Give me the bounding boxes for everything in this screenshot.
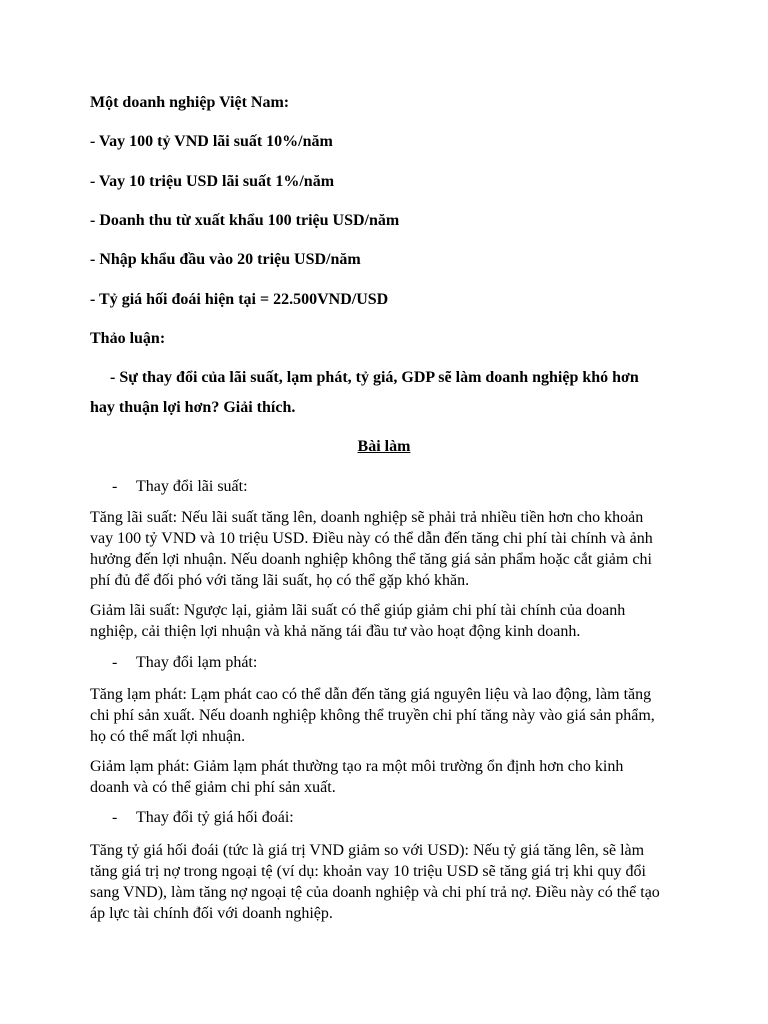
paragraph — [90, 600, 680, 642]
bullet-label: Thay đổi lạm phát: — [136, 654, 258, 671]
paragraph-line: phí đủ để đối phó với tăng lãi suất, họ có thể gặp khó khăn. — [90, 572, 470, 589]
discussion-label: Thảo luận: — [90, 330, 166, 347]
paragraph-line: vay 100 tỷ VND và 10 triệu USD. Điều này có thể dẫn đến tăng chi phí tài chính và ảnh — [90, 530, 653, 547]
paragraph-line: sang VND), làm tăng nợ ngoại tệ của doanh nghiệp và chi phí trả nợ. Điều này có thể tạo — [90, 884, 660, 901]
intro-item: - Vay 10 triệu USD lãi suất 1%/năm — [90, 173, 335, 190]
intro-item: - Doanh thu từ xuất khẩu 100 triệu USD/năm — [90, 212, 400, 229]
paragraph-line: hưởng đến lợi nhuận. Nếu doanh nghiệp không thể tăng giá sản phẩm hoặc cắt giảm chi — [90, 551, 652, 568]
bullet-dash: - — [112, 809, 118, 826]
paragraph — [90, 507, 680, 591]
paragraph-line: chi phí sản xuất. Nếu doanh nghiệp không thể truyền chi phí tăng này vào giá sản phẩm, — [90, 707, 655, 724]
discussion-question-line: hay thuận lợi hơn? Giải thích. — [90, 399, 296, 416]
paragraph-line: Giảm lãi suất: Ngược lại, giảm lãi suất có thể giúp giảm chi phí tài chính của doanh — [90, 602, 626, 619]
discussion-question-line: - Sự thay đổi của lãi suất, lạm phát, tỷ giá, GDP sẽ làm doanh nghiệp khó hơn — [110, 369, 639, 386]
paragraph — [90, 840, 680, 924]
paragraph-line: doanh và có thể giảm chi phí sản xuất. — [90, 779, 336, 796]
intro-item: - Nhập khẩu đầu vào 20 triệu USD/năm — [90, 251, 361, 268]
bullet-dash: - — [112, 478, 118, 495]
paragraph-line: Tăng lạm phát: Lạm phát cao có thể dẫn đến tăng giá nguyên liệu và lao động, làm tăng — [90, 686, 652, 703]
section-bullet — [112, 653, 257, 673]
paragraph-line: Giảm lạm phát: Giảm lạm phát thường tạo ra một môi trường ổn định hơn cho kinh — [90, 758, 624, 775]
bullet-dash: - — [112, 654, 118, 671]
paragraph-line: áp lực tài chính đối với doanh nghiệp. — [90, 905, 333, 922]
answer-heading: Bài làm — [357, 438, 411, 455]
paragraph — [90, 684, 680, 747]
bullet-label: Thay đổi lãi suất: — [136, 478, 248, 495]
intro-title: Một doanh nghiệp Việt Nam: — [90, 94, 290, 111]
paragraph-line: nghiệp, cải thiện lợi nhuận và khả năng tái đầu tư vào hoạt động kinh doanh. — [90, 623, 581, 640]
paragraph-line: tăng giá trị nợ trong ngoại tệ (ví dụ: khoản vay 10 triệu USD sẽ tăng giá trị khi quy đổi — [90, 863, 646, 880]
paragraph-line: Tăng tỷ giá hối đoái (tức là giá trị VND giảm so với USD): Nếu tỷ giá tăng lên, sẽ làm — [90, 842, 645, 859]
section-bullet — [112, 808, 294, 828]
paragraph-line: Tăng lãi suất: Nếu lãi suất tăng lên, doanh nghiệp sẽ phải trả nhiều tiền hơn cho khoản — [90, 509, 644, 526]
intro-item: - Tỷ giá hối đoái hiện tại = 22.500VND/USD — [90, 291, 389, 308]
paragraph — [90, 756, 680, 798]
section-bullet — [112, 477, 248, 497]
bullet-label: Thay đổi tỷ giá hối đoái: — [136, 809, 294, 826]
intro-item: - Vay 100 tỷ VND lãi suất 10%/năm — [90, 133, 333, 150]
paragraph-line: họ có thể mất lợi nhuận. — [90, 728, 246, 745]
